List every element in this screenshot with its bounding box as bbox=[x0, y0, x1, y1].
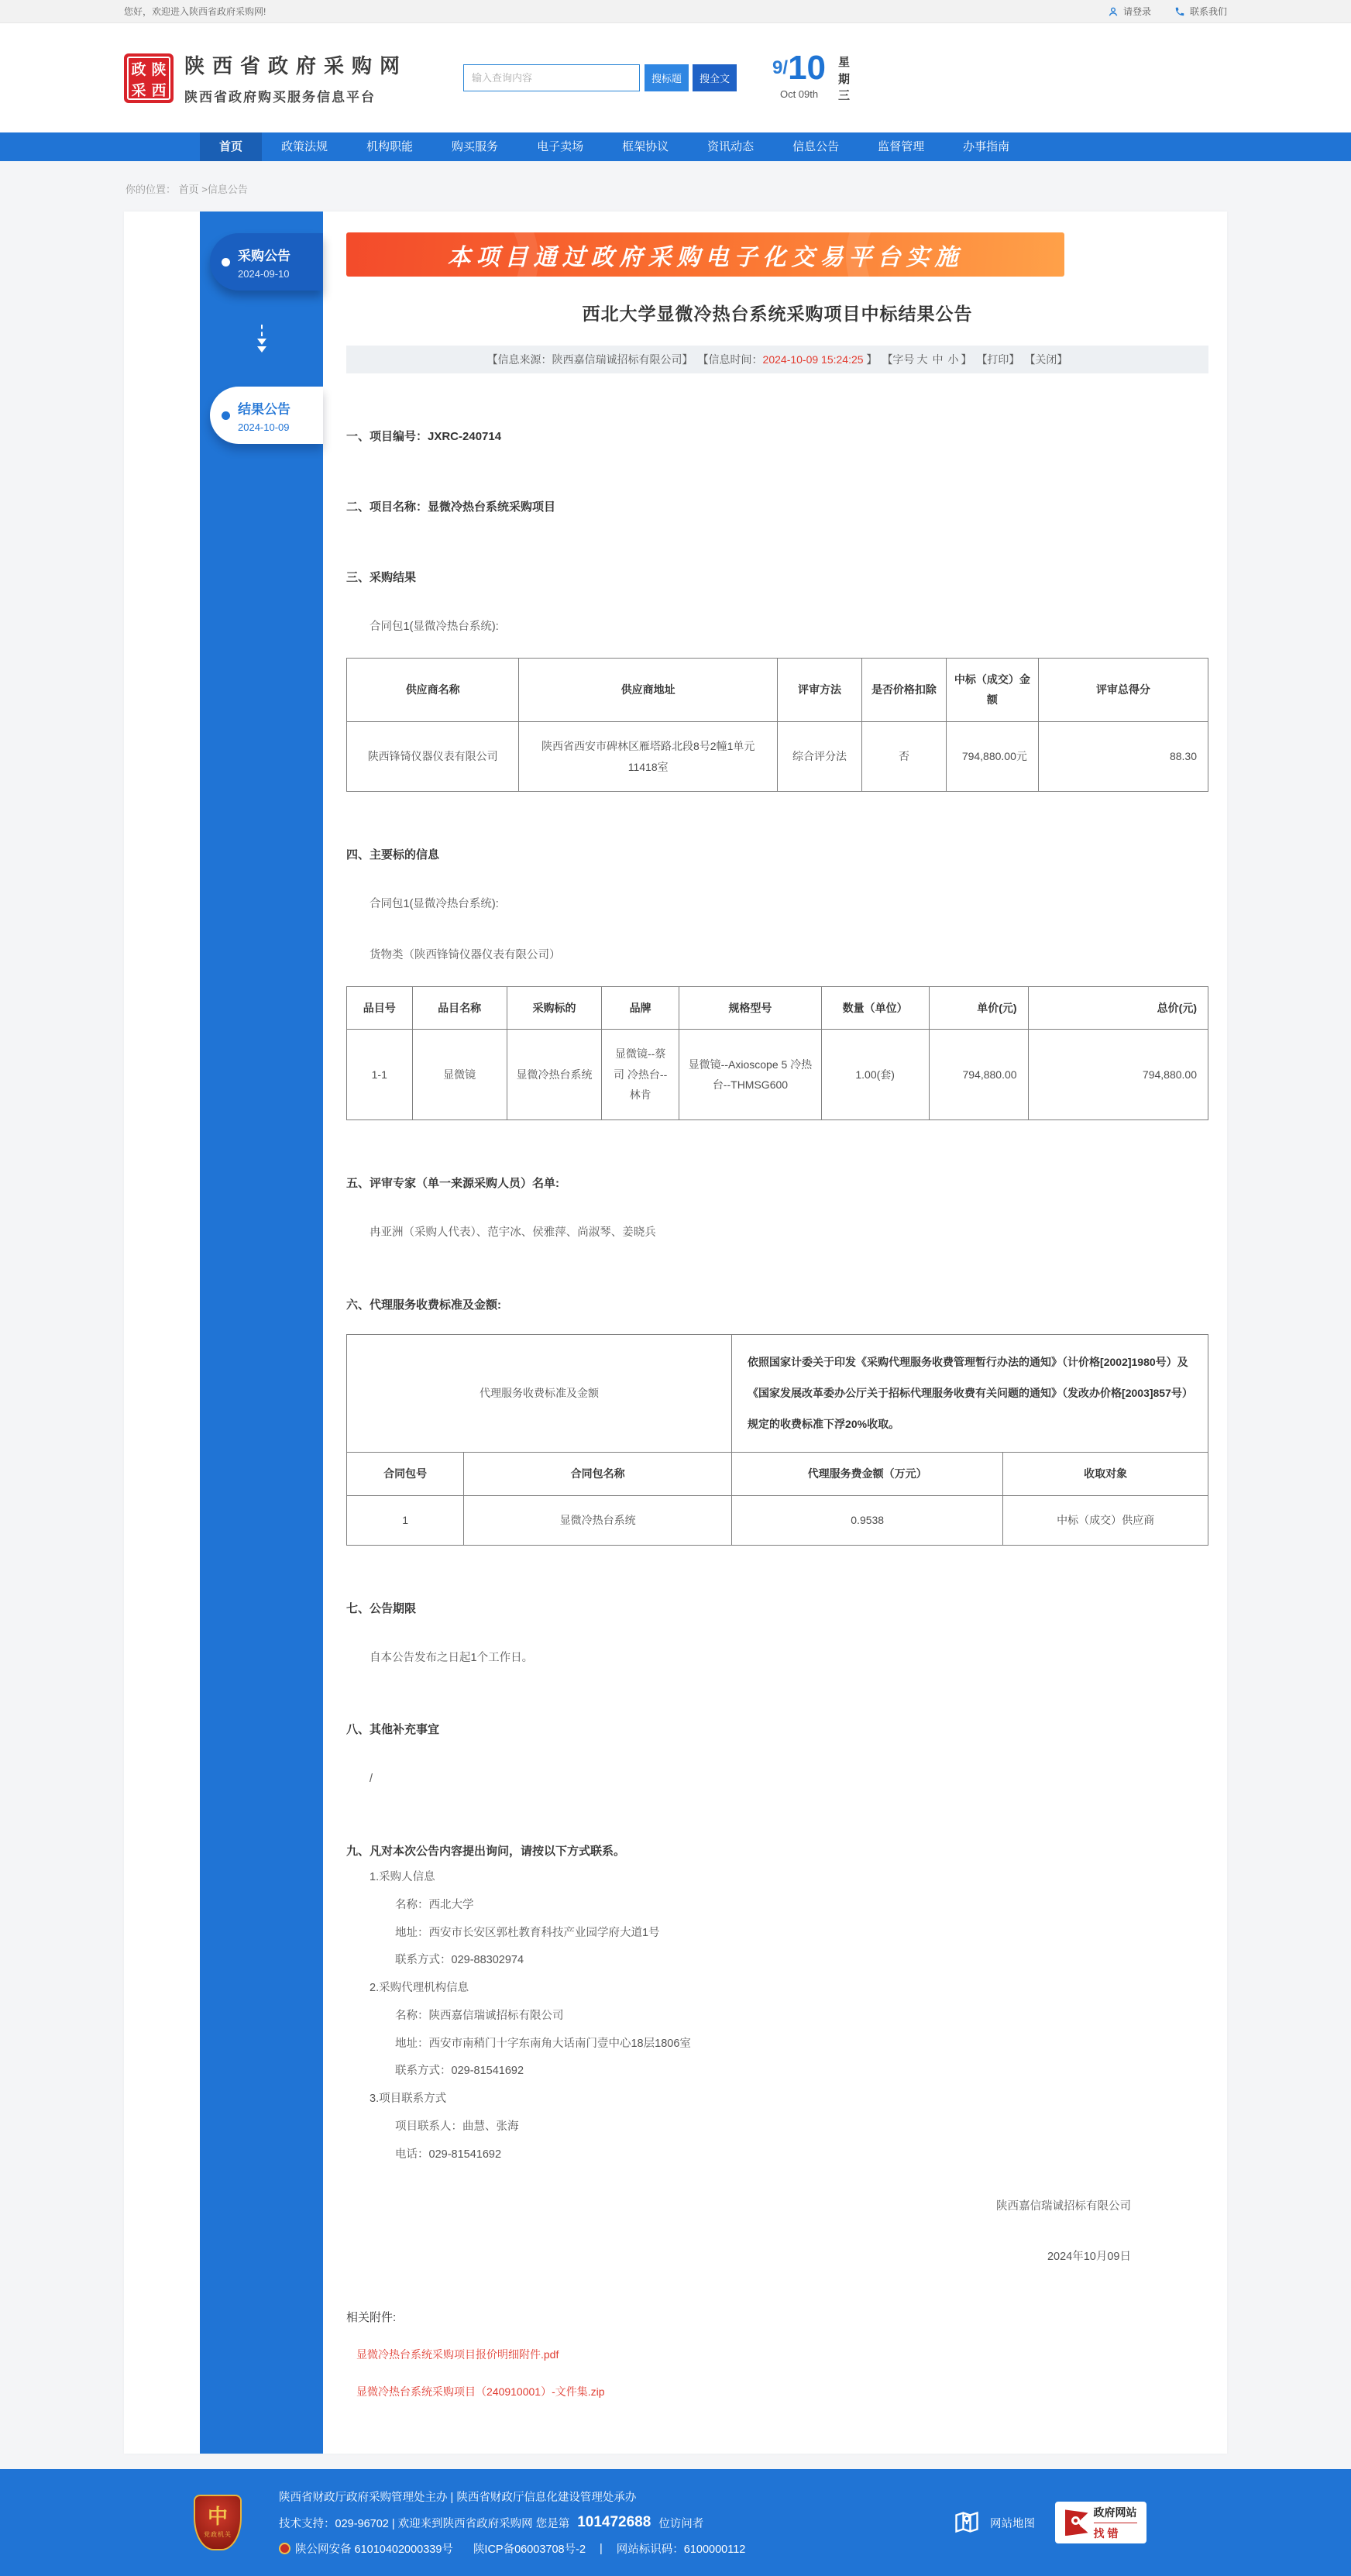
platform-banner: 本项目通过政府采购电子化交易平台实施 bbox=[346, 232, 1064, 277]
table-cell: 中标（成交）供应商 bbox=[1003, 1496, 1208, 1546]
login-link[interactable] bbox=[1108, 5, 1151, 18]
date-weekday: 星期三 bbox=[838, 55, 851, 103]
table-header-cell: 供应商名称 bbox=[347, 658, 519, 721]
close-button[interactable]: 【关闭】 bbox=[1024, 353, 1068, 366]
table-header-cell: 采购标的 bbox=[507, 986, 601, 1030]
badge-line1: 政府网站 bbox=[1093, 2505, 1137, 2519]
main-nav-bar bbox=[0, 132, 1351, 161]
meta-time-close: 】 bbox=[863, 353, 878, 366]
meta-fontsize-close: 】 bbox=[961, 353, 972, 366]
table-header-cell: 代理服务费金额（万元） bbox=[732, 1453, 1003, 1496]
logo-char: 采 bbox=[131, 82, 146, 99]
table-header-cell: 合同包名称 bbox=[464, 1453, 732, 1496]
fontsize-large-button[interactable]: 大 bbox=[916, 353, 928, 366]
site-header bbox=[0, 23, 1351, 132]
logo-char: 陕 bbox=[151, 61, 167, 78]
section-heading: 二、项目名称：显微冷热台系统采购项目 bbox=[346, 500, 556, 514]
logo-seal bbox=[127, 57, 170, 100]
footer-support-suffix: 位访问者 bbox=[658, 2517, 704, 2530]
nav-item-5[interactable]: 框架协议 bbox=[622, 140, 669, 153]
contact-link[interactable] bbox=[1174, 5, 1227, 18]
search-input[interactable] bbox=[463, 64, 640, 91]
article-title: 西北大学显微冷热台系统采购项目中标结果公告 bbox=[582, 304, 973, 324]
emblem-mark: 中 bbox=[207, 2505, 228, 2529]
attachment-link-1[interactable]: 显微冷热台系统采购项目（240910001）-文件集.zip bbox=[356, 2385, 605, 2399]
attachments-list bbox=[346, 2347, 1208, 2399]
section-heading: 八、其他补充事宜 bbox=[346, 1723, 440, 1737]
section-heading: 三、采购结果 bbox=[346, 571, 417, 584]
search-title-button[interactable]: 搜标题 bbox=[645, 64, 689, 91]
date-day: 10 bbox=[788, 48, 827, 87]
sitemap-label: 网站地图 bbox=[990, 2517, 1035, 2530]
breadcrumb-prefix: 你的位置： bbox=[125, 184, 177, 195]
section-heading: 一、项目编号：JXRC-240714 bbox=[346, 430, 502, 443]
footer-registration-line bbox=[279, 2540, 745, 2557]
paragraph: 电话：029-81541692 bbox=[395, 2148, 502, 2161]
paragraph: 联系方式：029-88302974 bbox=[395, 1954, 524, 1967]
breadcrumb-current: >信息公告 bbox=[201, 184, 248, 195]
article bbox=[323, 212, 1227, 2454]
paragraph: 冉亚洲（采购人代表）、范宇冰、侯雅萍、尚淑琴、姜晓兵 bbox=[370, 1226, 656, 1239]
error-report-badge[interactable] bbox=[1055, 2502, 1146, 2543]
nav-item-4[interactable]: 电子卖场 bbox=[537, 140, 584, 153]
footer-divider: | bbox=[600, 2542, 603, 2555]
meta-fontsize-label: 【字号 bbox=[882, 353, 915, 366]
fontsize-medium-button[interactable]: 中 bbox=[932, 353, 944, 366]
step-date: 2024-09-10 bbox=[238, 267, 290, 280]
paragraph: 3.项目联系方式 bbox=[370, 2093, 447, 2106]
flag-magnifier-icon bbox=[1065, 2509, 1088, 2536]
signature-date: 2024年10月09日 bbox=[1047, 2251, 1131, 2264]
article-body bbox=[346, 428, 1208, 2163]
table-header-cell: 总价(元) bbox=[1028, 986, 1208, 1030]
table-cell: 陕西省西安市碑林区雁塔路北段8号2幢1单元11418室 bbox=[519, 721, 778, 791]
table-cell: 显微冷热台系统 bbox=[464, 1496, 732, 1546]
nav-item-8[interactable]: 监督管理 bbox=[878, 140, 925, 153]
paragraph: 名称：西北大学 bbox=[395, 1898, 474, 1911]
phone-icon bbox=[1174, 6, 1185, 17]
signature-company: 陕西嘉信瑞诚招标有限公司 bbox=[996, 2200, 1131, 2213]
data-table bbox=[346, 658, 1208, 792]
logo-char: 政 bbox=[131, 61, 146, 78]
sidebar-step-0[interactable] bbox=[210, 233, 323, 291]
step-label: 结果公告 bbox=[238, 401, 290, 417]
attachment-link-0[interactable]: 显微冷热台系统采购项目报价明细附件.pdf bbox=[356, 2348, 559, 2361]
search-fulltext-button[interactable]: 搜全文 bbox=[693, 64, 737, 91]
paragraph: / bbox=[370, 1773, 373, 1786]
welcome-text: 您好，欢迎进入陕西省政府采购网! bbox=[124, 6, 266, 17]
paragraph: 联系方式：029-81541692 bbox=[395, 2065, 524, 2078]
table-cell: 1 bbox=[347, 1496, 464, 1546]
sidebar-step-1[interactable] bbox=[210, 387, 323, 444]
table-cell: 显微冷热台系统 bbox=[507, 1030, 601, 1120]
site-footer bbox=[0, 2469, 1351, 2576]
nav-item-2[interactable]: 机构职能 bbox=[366, 140, 414, 153]
main-nav bbox=[124, 132, 1227, 161]
table-header-cell: 供应商地址 bbox=[519, 658, 778, 721]
emblem-text: 党政机关 bbox=[204, 2531, 232, 2539]
step-dot-icon bbox=[222, 258, 230, 267]
data-table bbox=[346, 986, 1208, 1120]
table-header-cell: 合同包号 bbox=[347, 1453, 464, 1496]
paragraph: 货物类（陕西锋锜仪器仪表有限公司） bbox=[370, 948, 561, 961]
nav-item-9[interactable]: 办事指南 bbox=[963, 140, 1010, 153]
table-cell: 794,880.00元 bbox=[946, 721, 1038, 791]
step-dot-icon bbox=[222, 411, 230, 420]
government-emblem-icon bbox=[194, 2495, 242, 2550]
nav-item-3[interactable]: 购买服务 bbox=[452, 140, 499, 153]
site-subtitle: 陕西省政府购买服务信息平台 bbox=[184, 90, 376, 105]
table-cell: 1-1 bbox=[347, 1030, 413, 1120]
section-heading: 七、公告期限 bbox=[346, 1601, 417, 1615]
table-cell: 代理服务收费标准及金额 bbox=[347, 1334, 732, 1453]
contact-label: 联系我们 bbox=[1189, 6, 1227, 17]
nav-item-1[interactable]: 政策法规 bbox=[281, 140, 328, 153]
site-code: 网站标识码：6100000112 bbox=[616, 2543, 746, 2557]
table-header-cell: 品目名称 bbox=[412, 986, 507, 1030]
paragraph: 1.采购人信息 bbox=[370, 1871, 435, 1884]
announcement-timeline-sidebar bbox=[200, 212, 323, 2454]
table-header-cell: 数量（单位） bbox=[821, 986, 929, 1030]
table-cell: 陕西锋锜仪器仪表有限公司 bbox=[347, 721, 519, 791]
search-bar bbox=[463, 64, 737, 91]
site-title: 陕西省政府采购网 bbox=[184, 54, 408, 77]
table-header-cell: 是否价格扣除 bbox=[861, 658, 946, 721]
table-cell: 显微镜--蔡司 冷热台--林肯 bbox=[602, 1030, 679, 1120]
main-content-card bbox=[124, 212, 1227, 2454]
table-cell: 依照国家计委关于印发《采购代理服务收费管理暂行办法的通知》（计价格[2002]1980号）及《国家发展改革委办公厅关于招标代理服务收费有关问题的通知》（发改办价格[2003]857号）规定的收费标准下浮20%收取。 bbox=[732, 1334, 1208, 1453]
logo-char: 西 bbox=[151, 82, 167, 99]
table-cell: 794,880.00 bbox=[929, 1030, 1028, 1120]
visitor-count: 101472688 bbox=[577, 2514, 651, 2531]
section-heading: 九、凡对本次公告内容提出询问，请按以下方式联系。 bbox=[346, 1845, 626, 1859]
step-date: 2024-10-09 bbox=[238, 421, 290, 433]
article-meta-bar bbox=[346, 346, 1208, 373]
paragraph: 自本公告发布之日起1个工作日。 bbox=[370, 1651, 534, 1664]
police-badge-icon bbox=[279, 2543, 290, 2554]
paragraph: 2.采购代理机构信息 bbox=[370, 1982, 469, 1995]
sitemap-link[interactable] bbox=[953, 2507, 1035, 2538]
table-header-cell: 规格型号 bbox=[679, 986, 821, 1030]
footer-support-prefix: 技术支持：029-96702 | 欢迎来到陕西省政府采购网 您是第 bbox=[279, 2517, 570, 2530]
table-header-cell: 评审总得分 bbox=[1038, 658, 1208, 721]
table-cell: 1.00(套) bbox=[821, 1030, 929, 1120]
breadcrumb bbox=[124, 161, 1227, 212]
table-cell: 0.9538 bbox=[732, 1496, 1003, 1546]
table-header-cell: 中标（成交）金额 bbox=[946, 658, 1038, 721]
table-cell: 88.30 bbox=[1038, 721, 1208, 791]
table-header-cell: 收取对象 bbox=[1003, 1453, 1208, 1496]
table-header-cell: 品目号 bbox=[347, 986, 413, 1030]
date-widget bbox=[772, 48, 851, 105]
beian-number: 陕公网安备 61010402000339号 bbox=[295, 2543, 453, 2557]
paragraph: 地址：西安市长安区郭杜教育科技产业园学府大道1号 bbox=[395, 1926, 660, 1939]
paragraph: 合同包1(显微冷热台系统): bbox=[370, 898, 499, 911]
paragraph: 名称：陕西嘉信瑞诚招标有限公司 bbox=[395, 2009, 564, 2022]
section-heading: 五、评审专家（单一来源采购人员）名单: bbox=[346, 1177, 559, 1190]
print-button[interactable]: 【打印】 bbox=[976, 353, 1020, 366]
paragraph: 合同包1(显微冷热台系统): bbox=[370, 621, 499, 633]
map-icon bbox=[953, 2507, 981, 2538]
table-cell: 显微镜 bbox=[412, 1030, 507, 1120]
date-month: 9/ bbox=[772, 57, 789, 78]
login-label: 请登录 bbox=[1122, 6, 1151, 17]
table-header-cell: 单价(元) bbox=[929, 986, 1028, 1030]
icp-number: 陕ICP备06003708号-2 bbox=[473, 2543, 586, 2557]
table-cell: 否 bbox=[861, 721, 946, 791]
top-utility-bar bbox=[0, 0, 1351, 23]
date-english: Oct 09th bbox=[779, 88, 819, 100]
section-heading: 四、主要标的信息 bbox=[346, 848, 440, 862]
footer-support-line bbox=[279, 2514, 745, 2531]
table-header-cell: 评审方法 bbox=[777, 658, 861, 721]
meta-time-value: 2024-10-09 15:24:25 bbox=[762, 353, 864, 366]
site-logo[interactable] bbox=[124, 53, 174, 103]
table-cell: 794,880.00 bbox=[1028, 1030, 1208, 1120]
step-label: 采购公告 bbox=[238, 248, 290, 263]
table-header-cell: 品牌 bbox=[602, 986, 679, 1030]
badge-line2: 找错 bbox=[1094, 2523, 1137, 2541]
meta-time-label: 【信息时间： bbox=[697, 353, 763, 366]
fontsize-small-button[interactable]: 小 bbox=[947, 353, 959, 366]
timeline-arrow-down-icon bbox=[254, 325, 270, 353]
meta-source: 【信息来源：陕西嘉信瑞诚招标有限公司】 bbox=[486, 353, 693, 366]
paragraph: 项目联系人：曲慧、张海 bbox=[395, 2120, 519, 2133]
breadcrumb-home[interactable]: 首页 bbox=[178, 184, 199, 195]
table-cell: 显微镜--Axioscope 5 冷热台--THMSG600 bbox=[679, 1030, 821, 1120]
nav-item-0[interactable]: 首页 bbox=[200, 132, 262, 161]
nav-item-7[interactable]: 信息公告 bbox=[792, 140, 840, 153]
data-table bbox=[346, 1334, 1208, 1546]
section-heading: 六、代理服务收费标准及金额: bbox=[346, 1298, 501, 1312]
attachments-label: 相关附件: bbox=[346, 2311, 397, 2325]
footer-organizer-line: 陕西省财政厅政府采购管理处主办 | 陕西省财政厅信息化建设管理处承办 bbox=[279, 2492, 637, 2505]
paragraph: 地址：西安市南稍门十字东南角大话南门壹中心18层1806室 bbox=[395, 2037, 691, 2050]
user-icon bbox=[1108, 6, 1119, 17]
table-cell: 综合评分法 bbox=[777, 721, 861, 791]
nav-item-6[interactable]: 资讯动态 bbox=[707, 140, 755, 153]
